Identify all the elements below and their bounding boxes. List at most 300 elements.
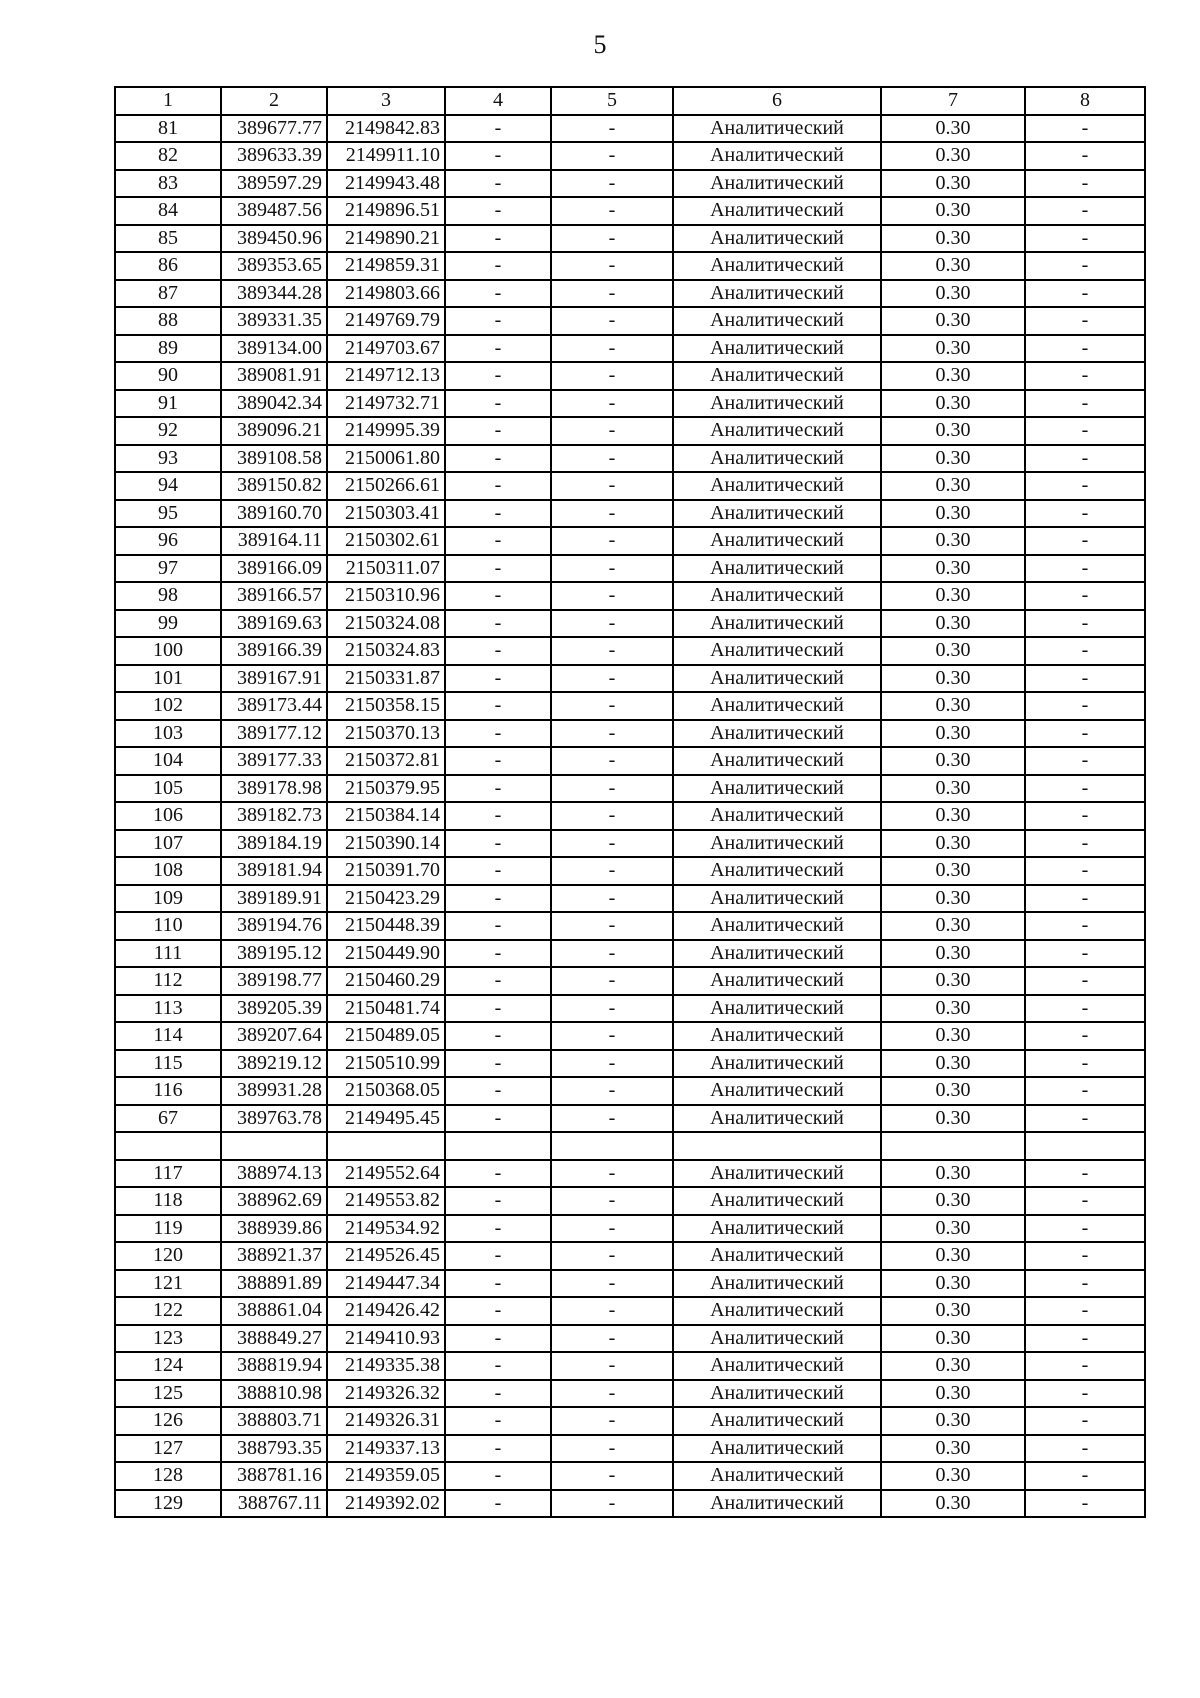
method-cell: Аналитический: [673, 335, 881, 363]
y-coordinate-cell: 2149447.34: [327, 1270, 445, 1298]
method-cell: Аналитический: [673, 252, 881, 280]
column-5-cell: -: [551, 1407, 673, 1435]
y-coordinate-cell: 2150370.13: [327, 720, 445, 748]
accuracy-cell: 0.30: [881, 775, 1025, 803]
accuracy-cell: 0.30: [881, 472, 1025, 500]
column-header-5: 5: [551, 87, 673, 115]
y-coordinate-cell: 2150510.99: [327, 1050, 445, 1078]
accuracy-cell: 0.30: [881, 197, 1025, 225]
table-row: [115, 1435, 1145, 1463]
column-8-cell: -: [1025, 885, 1145, 913]
column-4-cell: -: [445, 197, 551, 225]
method-cell: Аналитический: [673, 445, 881, 473]
point-number-cell: 67: [115, 1105, 221, 1133]
x-coordinate-cell: 389195.12: [221, 940, 327, 968]
y-coordinate-cell: 2149896.51: [327, 197, 445, 225]
table-row: [115, 225, 1145, 253]
column-5-cell: -: [551, 1187, 673, 1215]
column-header-2: 2: [221, 87, 327, 115]
column-4-cell: -: [445, 1187, 551, 1215]
x-coordinate-cell: 389487.56: [221, 197, 327, 225]
point-number-cell: 100: [115, 637, 221, 665]
column-5-cell: -: [551, 802, 673, 830]
table-row: [115, 280, 1145, 308]
table-row: [115, 1297, 1145, 1325]
y-coordinate-cell: 2150384.14: [327, 802, 445, 830]
table-row: [115, 115, 1145, 143]
x-coordinate-cell: 389763.78: [221, 1105, 327, 1133]
x-coordinate-cell: 389164.11: [221, 527, 327, 555]
column-8-cell: -: [1025, 610, 1145, 638]
column-8-cell: -: [1025, 692, 1145, 720]
table-row: [115, 252, 1145, 280]
accuracy-cell: 0.30: [881, 1242, 1025, 1270]
method-cell: Аналитический: [673, 362, 881, 390]
point-number-cell: 120: [115, 1242, 221, 1270]
table-row: [115, 912, 1145, 940]
x-coordinate-cell: 388803.71: [221, 1407, 327, 1435]
column-5-cell: -: [551, 170, 673, 198]
method-cell: Аналитический: [673, 912, 881, 940]
column-5-cell: -: [551, 307, 673, 335]
table-row: [115, 1380, 1145, 1408]
column-8-cell: -: [1025, 802, 1145, 830]
table-row: [115, 1077, 1145, 1105]
accuracy-cell: 0.30: [881, 1435, 1025, 1463]
accuracy-cell: 0.30: [881, 802, 1025, 830]
accuracy-cell: 0.30: [881, 445, 1025, 473]
y-coordinate-cell: 2149890.21: [327, 225, 445, 253]
method-cell: Аналитический: [673, 500, 881, 528]
table-row: [115, 1105, 1145, 1133]
column-5-cell: -: [551, 1435, 673, 1463]
method-cell: Аналитический: [673, 1215, 881, 1243]
point-number-cell: 99: [115, 610, 221, 638]
accuracy-cell: 0.30: [881, 555, 1025, 583]
method-cell: Аналитический: [673, 142, 881, 170]
method-cell: Аналитический: [673, 115, 881, 143]
accuracy-cell: 0.30: [881, 1380, 1025, 1408]
column-8-cell: -: [1025, 995, 1145, 1023]
point-number-cell: 112: [115, 967, 221, 995]
method-cell: Аналитический: [673, 1050, 881, 1078]
column-4-cell: -: [445, 252, 551, 280]
table-row: [115, 142, 1145, 170]
table-row: [115, 940, 1145, 968]
y-coordinate-cell: 2150481.74: [327, 995, 445, 1023]
column-5-cell: -: [551, 417, 673, 445]
y-coordinate-cell: 2150379.95: [327, 775, 445, 803]
table-row: [115, 1325, 1145, 1353]
y-coordinate-cell: 2150423.29: [327, 885, 445, 913]
accuracy-cell: 0.30: [881, 582, 1025, 610]
accuracy-cell: 0.30: [881, 1325, 1025, 1353]
column-5-cell: -: [551, 720, 673, 748]
table-body: [115, 115, 1145, 1518]
column-4-cell: -: [445, 610, 551, 638]
table-row: [115, 555, 1145, 583]
table-row: [115, 197, 1145, 225]
method-cell: Аналитический: [673, 280, 881, 308]
accuracy-cell: 0.30: [881, 1215, 1025, 1243]
accuracy-cell: [881, 1132, 1025, 1160]
column-8-cell: -: [1025, 1050, 1145, 1078]
y-coordinate-cell: 2150372.81: [327, 747, 445, 775]
column-5-cell: -: [551, 527, 673, 555]
table-row: [115, 1352, 1145, 1380]
column-8-cell: -: [1025, 252, 1145, 280]
accuracy-cell: 0.30: [881, 170, 1025, 198]
y-coordinate-cell: 2150311.07: [327, 555, 445, 583]
accuracy-cell: 0.30: [881, 720, 1025, 748]
point-number-cell: 87: [115, 280, 221, 308]
point-number-cell: [115, 1132, 221, 1160]
column-8-cell: -: [1025, 390, 1145, 418]
column-header-1: 1: [115, 87, 221, 115]
column-8-cell: -: [1025, 1462, 1145, 1490]
y-coordinate-cell: 2150368.05: [327, 1077, 445, 1105]
point-number-cell: 109: [115, 885, 221, 913]
column-5-cell: -: [551, 390, 673, 418]
column-4-cell: -: [445, 445, 551, 473]
point-number-cell: 91: [115, 390, 221, 418]
point-number-cell: 125: [115, 1380, 221, 1408]
table-header-row: [115, 87, 1145, 115]
table-row: [115, 610, 1145, 638]
column-8-cell: -: [1025, 225, 1145, 253]
column-5-cell: -: [551, 555, 673, 583]
point-number-cell: 122: [115, 1297, 221, 1325]
column-8-cell: -: [1025, 1242, 1145, 1270]
column-8-cell: -: [1025, 115, 1145, 143]
point-number-cell: 81: [115, 115, 221, 143]
x-coordinate-cell: 388921.37: [221, 1242, 327, 1270]
column-5-cell: -: [551, 1380, 673, 1408]
y-coordinate-cell: 2150302.61: [327, 527, 445, 555]
y-coordinate-cell: 2149769.79: [327, 307, 445, 335]
y-coordinate-cell: 2149703.67: [327, 335, 445, 363]
column-8-cell: -: [1025, 857, 1145, 885]
x-coordinate-cell: 389096.21: [221, 417, 327, 445]
accuracy-cell: 0.30: [881, 1022, 1025, 1050]
x-coordinate-cell: 389167.91: [221, 665, 327, 693]
accuracy-cell: 0.30: [881, 1407, 1025, 1435]
point-number-cell: 124: [115, 1352, 221, 1380]
column-8-cell: -: [1025, 1407, 1145, 1435]
table-row: [115, 1270, 1145, 1298]
y-coordinate-cell: 2149426.42: [327, 1297, 445, 1325]
x-coordinate-cell: 389081.91: [221, 362, 327, 390]
accuracy-cell: 0.30: [881, 885, 1025, 913]
x-coordinate-cell: 389177.12: [221, 720, 327, 748]
x-coordinate-cell: 389173.44: [221, 692, 327, 720]
column-8-cell: -: [1025, 197, 1145, 225]
column-8-cell: -: [1025, 1160, 1145, 1188]
column-8-cell: -: [1025, 445, 1145, 473]
column-5-cell: -: [551, 1352, 673, 1380]
x-coordinate-cell: 389160.70: [221, 500, 327, 528]
column-5-cell: -: [551, 1050, 673, 1078]
method-cell: Аналитический: [673, 802, 881, 830]
point-number-cell: 105: [115, 775, 221, 803]
y-coordinate-cell: 2149335.38: [327, 1352, 445, 1380]
column-8-cell: -: [1025, 1490, 1145, 1518]
column-8-cell: -: [1025, 1325, 1145, 1353]
method-cell: Аналитический: [673, 307, 881, 335]
column-8-cell: -: [1025, 1352, 1145, 1380]
y-coordinate-cell: 2149803.66: [327, 280, 445, 308]
column-8-cell: -: [1025, 1435, 1145, 1463]
column-8-cell: [1025, 1132, 1145, 1160]
column-4-cell: -: [445, 637, 551, 665]
x-coordinate-cell: 389353.65: [221, 252, 327, 280]
column-4-cell: -: [445, 1050, 551, 1078]
accuracy-cell: 0.30: [881, 1077, 1025, 1105]
x-coordinate-cell: 389134.00: [221, 335, 327, 363]
table-row: [115, 830, 1145, 858]
method-cell: Аналитический: [673, 665, 881, 693]
column-5-cell: -: [551, 1297, 673, 1325]
column-5-cell: -: [551, 335, 673, 363]
method-cell: Аналитический: [673, 197, 881, 225]
column-5-cell: -: [551, 280, 673, 308]
table-row: [115, 1462, 1145, 1490]
column-5-cell: -: [551, 252, 673, 280]
y-coordinate-cell: 2149534.92: [327, 1215, 445, 1243]
method-cell: Аналитический: [673, 857, 881, 885]
x-coordinate-cell: 388891.89: [221, 1270, 327, 1298]
point-number-cell: 113: [115, 995, 221, 1023]
accuracy-cell: 0.30: [881, 1490, 1025, 1518]
accuracy-cell: 0.30: [881, 1105, 1025, 1133]
x-coordinate-cell: 388962.69: [221, 1187, 327, 1215]
column-4-cell: -: [445, 1242, 551, 1270]
x-coordinate-cell: 389344.28: [221, 280, 327, 308]
column-4-cell: -: [445, 170, 551, 198]
point-number-cell: 119: [115, 1215, 221, 1243]
point-number-cell: 114: [115, 1022, 221, 1050]
point-number-cell: 121: [115, 1270, 221, 1298]
column-4-cell: -: [445, 335, 551, 363]
accuracy-cell: 0.30: [881, 637, 1025, 665]
x-coordinate-cell: 389181.94: [221, 857, 327, 885]
column-8-cell: -: [1025, 830, 1145, 858]
x-coordinate-cell: 389198.77: [221, 967, 327, 995]
table-row: [115, 417, 1145, 445]
accuracy-cell: 0.30: [881, 280, 1025, 308]
point-number-cell: 129: [115, 1490, 221, 1518]
column-8-cell: -: [1025, 775, 1145, 803]
column-8-cell: -: [1025, 1022, 1145, 1050]
point-number-cell: 126: [115, 1407, 221, 1435]
point-number-cell: 104: [115, 747, 221, 775]
column-8-cell: -: [1025, 417, 1145, 445]
column-8-cell: -: [1025, 665, 1145, 693]
point-number-cell: 102: [115, 692, 221, 720]
x-coordinate-cell: 389331.35: [221, 307, 327, 335]
accuracy-cell: 0.30: [881, 857, 1025, 885]
column-5-cell: -: [551, 775, 673, 803]
column-4-cell: -: [445, 225, 551, 253]
point-number-cell: 83: [115, 170, 221, 198]
column-8-cell: -: [1025, 472, 1145, 500]
x-coordinate-cell: 388767.11: [221, 1490, 327, 1518]
y-coordinate-cell: 2149859.31: [327, 252, 445, 280]
column-4-cell: -: [445, 307, 551, 335]
column-8-cell: -: [1025, 1105, 1145, 1133]
method-cell: Аналитический: [673, 390, 881, 418]
column-4-cell: -: [445, 1022, 551, 1050]
column-4-cell: -: [445, 1215, 551, 1243]
column-5-cell: -: [551, 115, 673, 143]
method-cell: Аналитический: [673, 967, 881, 995]
accuracy-cell: 0.30: [881, 1297, 1025, 1325]
table-row: [115, 472, 1145, 500]
method-cell: Аналитический: [673, 637, 881, 665]
table-row: [115, 335, 1145, 363]
accuracy-cell: 0.30: [881, 610, 1025, 638]
point-number-cell: 101: [115, 665, 221, 693]
column-4-cell: -: [445, 582, 551, 610]
y-coordinate-cell: 2149410.93: [327, 1325, 445, 1353]
accuracy-cell: 0.30: [881, 335, 1025, 363]
column-5-cell: -: [551, 1325, 673, 1353]
y-coordinate-cell: 2150390.14: [327, 830, 445, 858]
accuracy-cell: 0.30: [881, 912, 1025, 940]
column-4-cell: -: [445, 1462, 551, 1490]
y-coordinate-cell: 2149712.13: [327, 362, 445, 390]
column-8-cell: -: [1025, 747, 1145, 775]
point-number-cell: 97: [115, 555, 221, 583]
method-cell: Аналитический: [673, 1380, 881, 1408]
table-row: [115, 527, 1145, 555]
method-cell: Аналитический: [673, 1462, 881, 1490]
column-8-cell: -: [1025, 637, 1145, 665]
accuracy-cell: 0.30: [881, 225, 1025, 253]
table-row: [115, 692, 1145, 720]
y-coordinate-cell: 2149326.31: [327, 1407, 445, 1435]
method-cell: Аналитический: [673, 1407, 881, 1435]
point-number-cell: 88: [115, 307, 221, 335]
point-number-cell: 98: [115, 582, 221, 610]
accuracy-cell: 0.30: [881, 692, 1025, 720]
column-4-cell: -: [445, 1270, 551, 1298]
column-header-3: 3: [327, 87, 445, 115]
accuracy-cell: 0.30: [881, 390, 1025, 418]
y-coordinate-cell: 2149337.13: [327, 1435, 445, 1463]
table-row: [115, 637, 1145, 665]
y-coordinate-cell: 2150324.83: [327, 637, 445, 665]
accuracy-cell: 0.30: [881, 252, 1025, 280]
method-cell: Аналитический: [673, 1270, 881, 1298]
column-5-cell: -: [551, 472, 673, 500]
accuracy-cell: 0.30: [881, 307, 1025, 335]
column-4-cell: -: [445, 1352, 551, 1380]
column-8-cell: -: [1025, 1270, 1145, 1298]
column-8-cell: -: [1025, 280, 1145, 308]
y-coordinate-cell: 2150266.61: [327, 472, 445, 500]
column-8-cell: -: [1025, 967, 1145, 995]
column-4-cell: -: [445, 500, 551, 528]
method-cell: Аналитический: [673, 555, 881, 583]
x-coordinate-cell: 389207.64: [221, 1022, 327, 1050]
point-number-cell: 92: [115, 417, 221, 445]
column-4-cell: -: [445, 775, 551, 803]
column-4-cell: -: [445, 1490, 551, 1518]
method-cell: Аналитический: [673, 1435, 881, 1463]
column-4-cell: -: [445, 857, 551, 885]
point-number-cell: 95: [115, 500, 221, 528]
method-cell: Аналитический: [673, 1022, 881, 1050]
column-5-cell: -: [551, 747, 673, 775]
column-4-cell: -: [445, 142, 551, 170]
table-row: [115, 967, 1145, 995]
column-5-cell: -: [551, 857, 673, 885]
x-coordinate-cell: 389042.34: [221, 390, 327, 418]
column-5-cell: -: [551, 142, 673, 170]
column-8-cell: -: [1025, 940, 1145, 968]
x-coordinate-cell: 389194.76: [221, 912, 327, 940]
y-coordinate-cell: 2149526.45: [327, 1242, 445, 1270]
accuracy-cell: 0.30: [881, 747, 1025, 775]
table-row: [115, 362, 1145, 390]
column-5-cell: -: [551, 225, 673, 253]
column-5-cell: -: [551, 197, 673, 225]
table-row: [115, 1490, 1145, 1518]
table-row: [115, 1160, 1145, 1188]
point-number-cell: 107: [115, 830, 221, 858]
column-8-cell: -: [1025, 1187, 1145, 1215]
point-number-cell: 128: [115, 1462, 221, 1490]
column-4-cell: -: [445, 555, 551, 583]
column-4-cell: -: [445, 527, 551, 555]
column-8-cell: -: [1025, 912, 1145, 940]
method-cell: Аналитический: [673, 472, 881, 500]
x-coordinate-cell: 388781.16: [221, 1462, 327, 1490]
column-8-cell: -: [1025, 170, 1145, 198]
table-row: [115, 802, 1145, 830]
method-cell: Аналитический: [673, 417, 881, 445]
table-row: [115, 170, 1145, 198]
column-4-cell: -: [445, 280, 551, 308]
column-4-cell: -: [445, 1435, 551, 1463]
column-4-cell: -: [445, 967, 551, 995]
column-4-cell: -: [445, 115, 551, 143]
point-number-cell: 93: [115, 445, 221, 473]
method-cell: Аналитический: [673, 527, 881, 555]
point-number-cell: 94: [115, 472, 221, 500]
column-5-cell: -: [551, 582, 673, 610]
y-coordinate-cell: 2149943.48: [327, 170, 445, 198]
column-4-cell: -: [445, 830, 551, 858]
table-row: [115, 307, 1145, 335]
point-number-cell: 106: [115, 802, 221, 830]
table-row: [115, 1022, 1145, 1050]
column-5-cell: -: [551, 830, 673, 858]
point-number-cell: 111: [115, 940, 221, 968]
accuracy-cell: 0.30: [881, 500, 1025, 528]
table-row: [115, 857, 1145, 885]
accuracy-cell: 0.30: [881, 995, 1025, 1023]
accuracy-cell: 0.30: [881, 527, 1025, 555]
column-5-cell: -: [551, 665, 673, 693]
point-number-cell: 89: [115, 335, 221, 363]
y-coordinate-cell: 2150303.41: [327, 500, 445, 528]
table-row: [115, 1050, 1145, 1078]
method-cell: Аналитический: [673, 170, 881, 198]
y-coordinate-cell: 2149732.71: [327, 390, 445, 418]
method-cell: Аналитический: [673, 1077, 881, 1105]
